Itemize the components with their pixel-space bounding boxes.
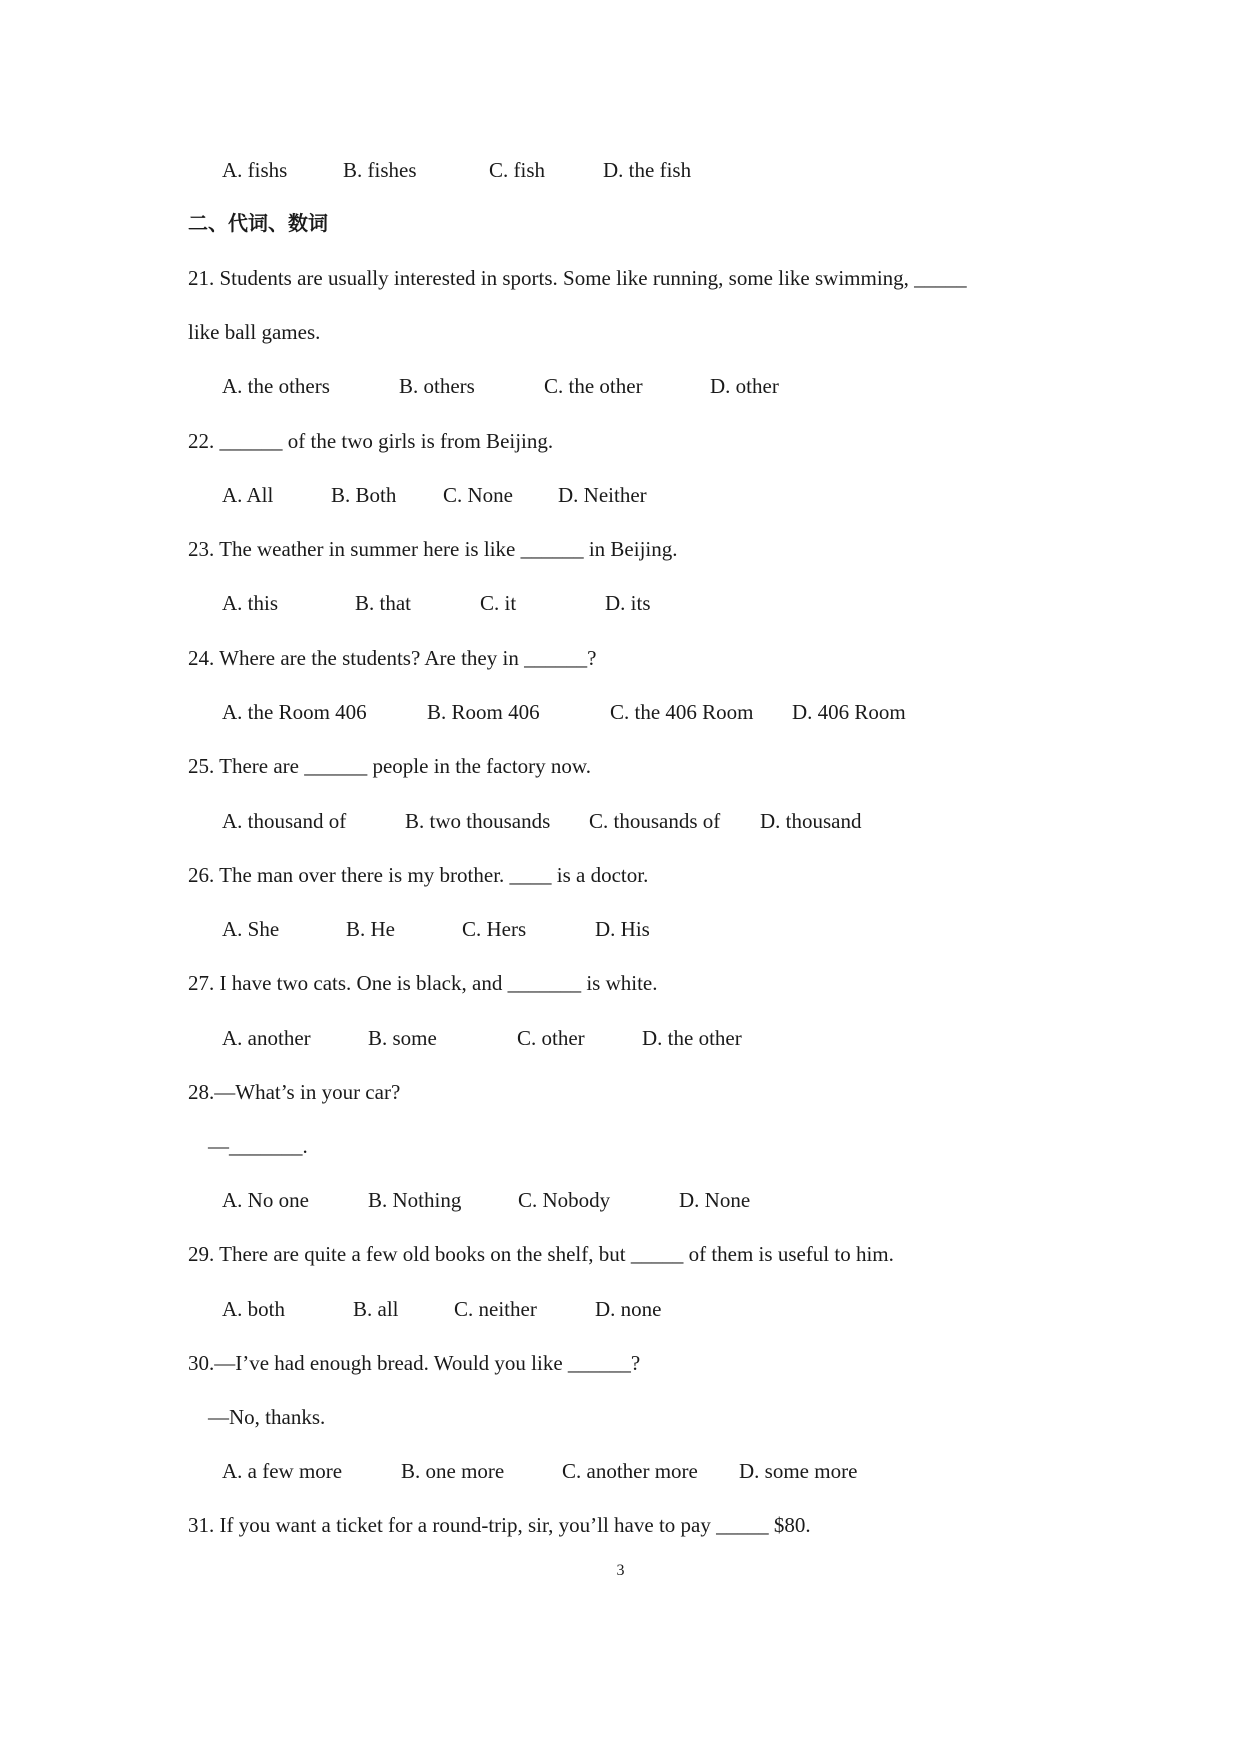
option-c: C. the other xyxy=(544,374,643,398)
option-d: D. none xyxy=(595,1297,662,1321)
option-c: C. thousands of xyxy=(589,809,721,833)
option-b: B. fishes xyxy=(343,158,417,182)
option-c: C. neither xyxy=(454,1297,537,1321)
option-c: C. None xyxy=(443,483,513,507)
option-d: D. the other xyxy=(642,1026,742,1050)
page-number: 3 xyxy=(616,1562,625,1579)
option-d: D. the fish xyxy=(603,158,692,182)
option-b: B. others xyxy=(399,374,475,398)
option-b: B. that xyxy=(355,591,411,615)
option-b: B. He xyxy=(346,917,395,941)
question-30-line-2: —No, thanks. xyxy=(208,1405,326,1429)
question-28-line-2: —_______. xyxy=(208,1134,308,1158)
option-a: A. a few more xyxy=(222,1459,343,1483)
option-d: D. some more xyxy=(739,1459,858,1483)
question-28-line-1: 28.—What’s in your car? xyxy=(188,1080,401,1104)
option-c: C. another more xyxy=(562,1459,698,1483)
question-29: 29. There are quite a few old books on the shelf, but _____ of them is useful to him. xyxy=(188,1242,894,1266)
option-a: A. the Room 406 xyxy=(222,700,367,724)
question-27: 27. I have two cats. One is black, and _______ is white. xyxy=(188,971,658,995)
option-c: C. other xyxy=(517,1026,585,1050)
question-24: 24. Where are the students? Are they in ______? xyxy=(188,646,597,670)
option-b: B. two thousands xyxy=(405,809,551,833)
option-c: C. the 406 Room xyxy=(610,700,754,724)
option-a: A. No one xyxy=(222,1188,309,1212)
section-heading: 二、代词、数词 xyxy=(188,211,328,235)
option-a: A. another xyxy=(222,1026,311,1050)
option-c: C. fish xyxy=(489,158,546,182)
question-25: 25. There are ______ people in the factory now. xyxy=(188,754,591,778)
option-d: D. its xyxy=(605,591,651,615)
option-d: D. His xyxy=(595,917,650,941)
option-c: C. Hers xyxy=(462,917,527,941)
question-23: 23. The weather in summer here is like ______ in Beijing. xyxy=(188,537,678,561)
question-30-line-1: 30.—I’ve had enough bread. Would you like ______? xyxy=(188,1351,641,1375)
option-a: A. both xyxy=(222,1297,285,1321)
option-b: B. Room 406 xyxy=(427,700,540,724)
option-d: D. other xyxy=(710,374,779,398)
option-a: A. thousand of xyxy=(222,809,347,833)
option-b: B. Nothing xyxy=(368,1188,462,1212)
option-a: A. fishs xyxy=(222,158,288,182)
option-c: C. Nobody xyxy=(518,1188,611,1212)
question-21-line-2: like ball games. xyxy=(188,320,321,344)
option-b: B. Both xyxy=(331,483,397,507)
option-d: D. 406 Room xyxy=(792,700,906,724)
question-21-line-1: 21. Students are usually interested in sports. Some like running, some like swimming, _____ xyxy=(188,266,967,290)
option-d: D. Neither xyxy=(558,483,647,507)
option-b: B. all xyxy=(353,1297,399,1321)
option-b: B. one more xyxy=(401,1459,505,1483)
question-31: 31. If you want a ticket for a round-trip, sir, you’ll have to pay _____ $80. xyxy=(188,1513,811,1537)
option-d: D. None xyxy=(679,1188,751,1212)
question-22: 22. ______ of the two girls is from Beijing. xyxy=(188,429,554,453)
question-26: 26. The man over there is my brother. ____ is a doctor. xyxy=(188,863,649,887)
option-b: B. some xyxy=(368,1026,437,1050)
option-a: A. the others xyxy=(222,374,330,398)
option-c: C. it xyxy=(480,591,517,615)
option-a: A. She xyxy=(222,917,280,941)
option-d: D. thousand xyxy=(760,809,862,833)
option-a: A. All xyxy=(222,483,274,507)
option-a: A. this xyxy=(222,591,279,615)
